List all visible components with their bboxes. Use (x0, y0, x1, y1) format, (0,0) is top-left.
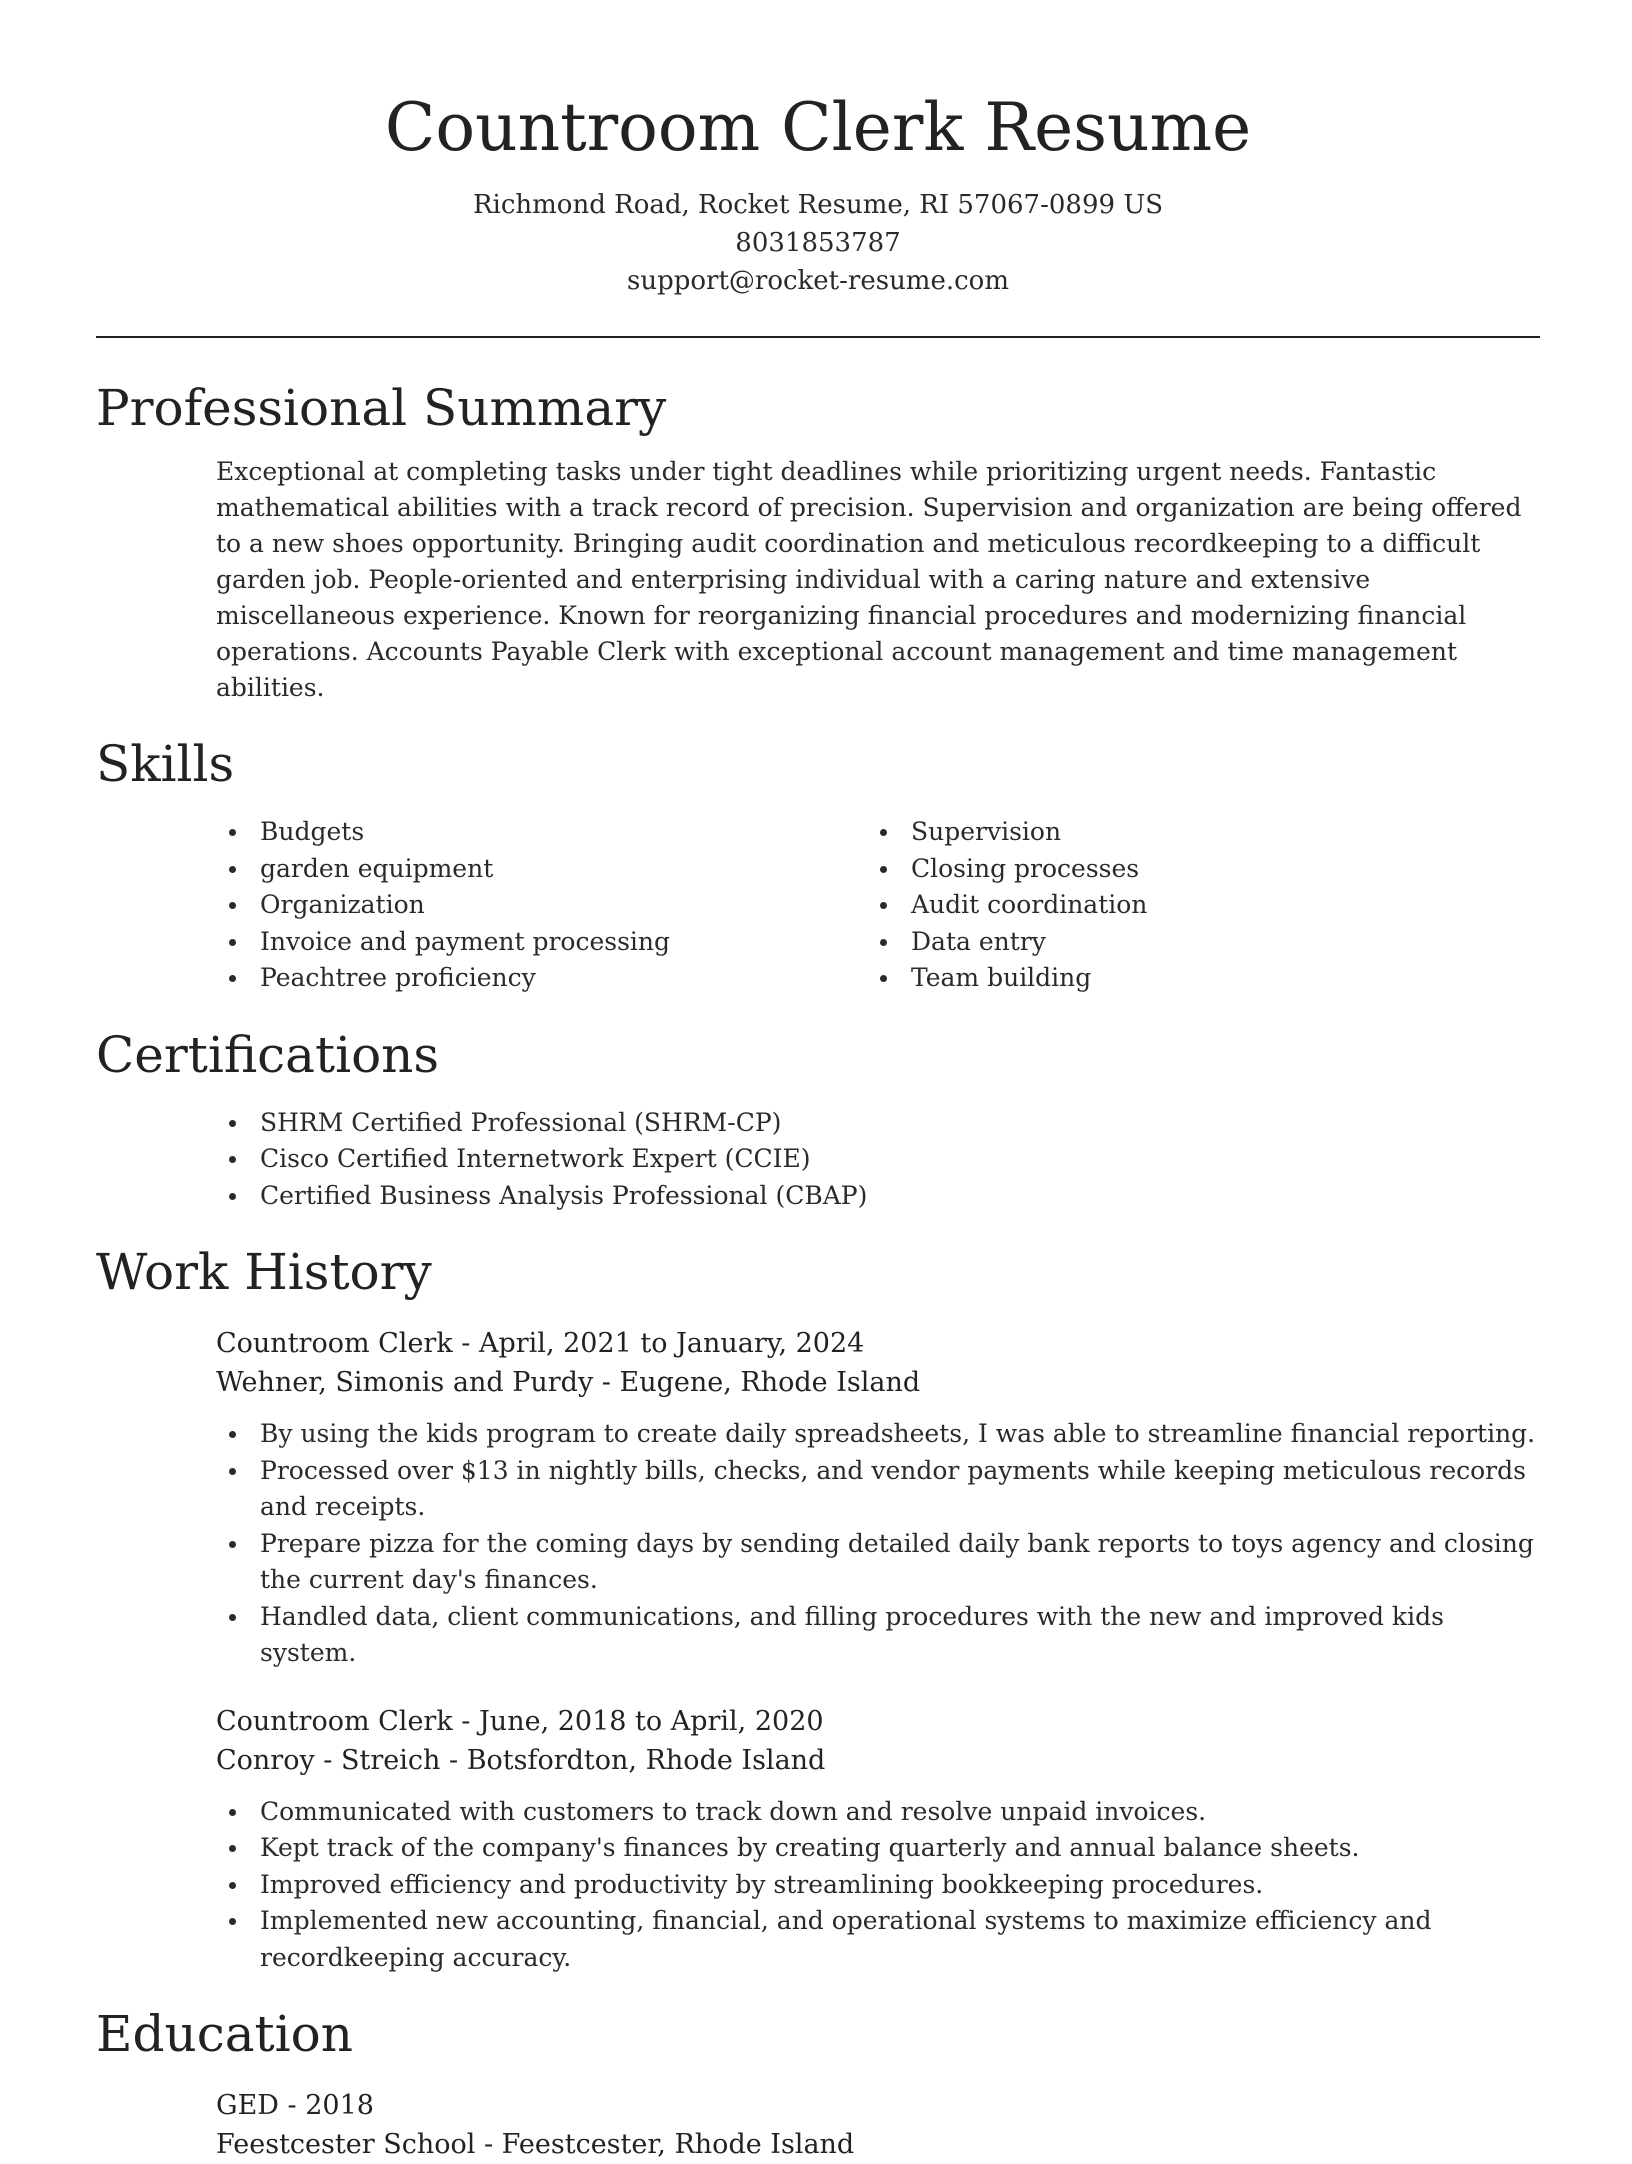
job-bullet: Processed over $13 in nightly bills, checks, and vendor payments while keeping meticulous records and receipts. (260, 1453, 1540, 1526)
separator: - (452, 1328, 479, 1359)
certification-item: Cisco Certified Internetwork Expert (CCIE) (260, 1141, 1540, 1178)
skill-item: Data entry (911, 924, 1518, 961)
summary-section (96, 376, 1540, 706)
contact-address: Richmond Road, Rocket Resume, RI 57067-0899 US (472, 190, 1164, 220)
job-location: Eugene, Rhode Island (619, 1367, 921, 1398)
job-bullet: Kept track of the company's finances by creating quarterly and annual balance sheets. (260, 1830, 1540, 1867)
job-location: Botsfordton, Rhode Island (466, 1744, 826, 1776)
skills-heading: Skills (96, 735, 235, 793)
job-header (216, 1702, 1540, 1780)
contact-email: support@rocket-resume.com (626, 266, 1009, 296)
education-degree-line (216, 2086, 1540, 2125)
education-degree: GED (216, 2090, 279, 2121)
skill-item: Invoice and payment processing (260, 924, 867, 961)
job-entry (96, 1324, 1540, 1672)
certifications-section (96, 1023, 1540, 1215)
skill-item: Supervision (911, 814, 1518, 851)
separator: - (440, 1744, 467, 1776)
contact-block (96, 186, 1540, 300)
work-history-heading: Work History (96, 1243, 432, 1301)
skills-section (96, 732, 1540, 997)
skill-item: Audit coordination (911, 887, 1518, 924)
certifications-heading: Certifications (96, 1025, 440, 1084)
education-year: 2018 (305, 2090, 374, 2121)
separator: - (452, 1705, 479, 1737)
resume-title: Countroom Clerk Resume (384, 89, 1252, 166)
education-location: Feestcester, Rhode Island (501, 2129, 855, 2160)
job-bullet: Handled data, client communications, and filling procedures with the new and improved kids system. (260, 1599, 1540, 1672)
job-bullets (216, 1416, 1540, 1672)
summary-text: Exceptional at completing tasks under tight deadlines while prioritizing urgent needs. Fantastic mathematical abilities with a track record of precision. Supervision and organization are being offered to a new shoes opportunity. Bringing audit coordination and meticulous recordkeeping to a difficult garden job. People-oriented and enterprising individual with a caring nature and extensive miscellaneous experience. Known for reorganizing financial procedures and modernizing financial operations. Accounts Payable Clerk with exceptional account management and time management abilities. (216, 457, 1522, 702)
skill-item: Closing processes (911, 851, 1518, 888)
job-company: Conroy - Streich (216, 1744, 441, 1776)
summary-heading: Professional Summary (96, 379, 667, 437)
certifications-list (96, 1105, 1540, 1215)
job-dates: June, 2018 to April, 2020 (478, 1705, 824, 1737)
job-title: Countroom Clerk (216, 1328, 453, 1359)
skills-grid (96, 814, 1540, 997)
work-history-section (96, 1240, 1540, 1976)
skill-item: Budgets (260, 814, 867, 851)
job-bullet: Improved efficiency and productivity by streamlining bookkeeping procedures. (260, 1867, 1540, 1904)
job-bullet: Implemented new accounting, financial, and operational systems to maximize efficiency and recordkeeping accuracy. (260, 1903, 1540, 1976)
job-header (216, 1324, 1540, 1402)
job-entry (96, 1702, 1540, 1977)
job-dates: April, 2021 to January, 2024 (478, 1328, 865, 1359)
job-bullet: By using the kids program to create daily spreadsheets, I was able to streamline financial reporting. (260, 1416, 1540, 1453)
education-heading: Education (96, 2005, 353, 2063)
job-title: Countroom Clerk (216, 1705, 453, 1737)
skill-item: garden equipment (260, 851, 867, 888)
skill-item: Peachtree proficiency (260, 960, 867, 997)
education-entry (96, 2086, 1540, 2164)
skills-column-right (867, 814, 1518, 997)
skill-item: Organization (260, 887, 867, 924)
separator: - (593, 1367, 620, 1398)
resume-page (96, 0, 1540, 2164)
job-bullets (216, 1794, 1540, 1977)
education-school-line (216, 2125, 1540, 2164)
job-company: Wehner, Simonis and Purdy (216, 1367, 594, 1398)
job-bullet: Communicated with customers to track down and resolve unpaid invoices. (260, 1794, 1540, 1831)
skill-item: Team building (911, 960, 1518, 997)
certification-item: Certified Business Analysis Professional (CBAP) (260, 1178, 1540, 1215)
education-section (96, 2002, 1540, 2164)
education-school: Feestcester School (216, 2129, 476, 2160)
job-title-line (216, 1324, 1540, 1363)
job-company-line (216, 1363, 1540, 1402)
education-header (216, 2086, 1540, 2164)
contact-phone: 8031853787 (735, 228, 901, 258)
skills-column-left (216, 814, 867, 997)
header-divider (96, 336, 1540, 338)
certification-item: SHRM Certified Professional (SHRM-CP) (260, 1105, 1540, 1142)
job-bullet: Prepare pizza for the coming days by sending detailed daily bank reports to toys agency and closing the current day's finances. (260, 1526, 1540, 1599)
separator: - (475, 2129, 502, 2160)
job-company-line (216, 1741, 1540, 1780)
separator: - (278, 2090, 306, 2121)
job-title-line (216, 1702, 1540, 1741)
